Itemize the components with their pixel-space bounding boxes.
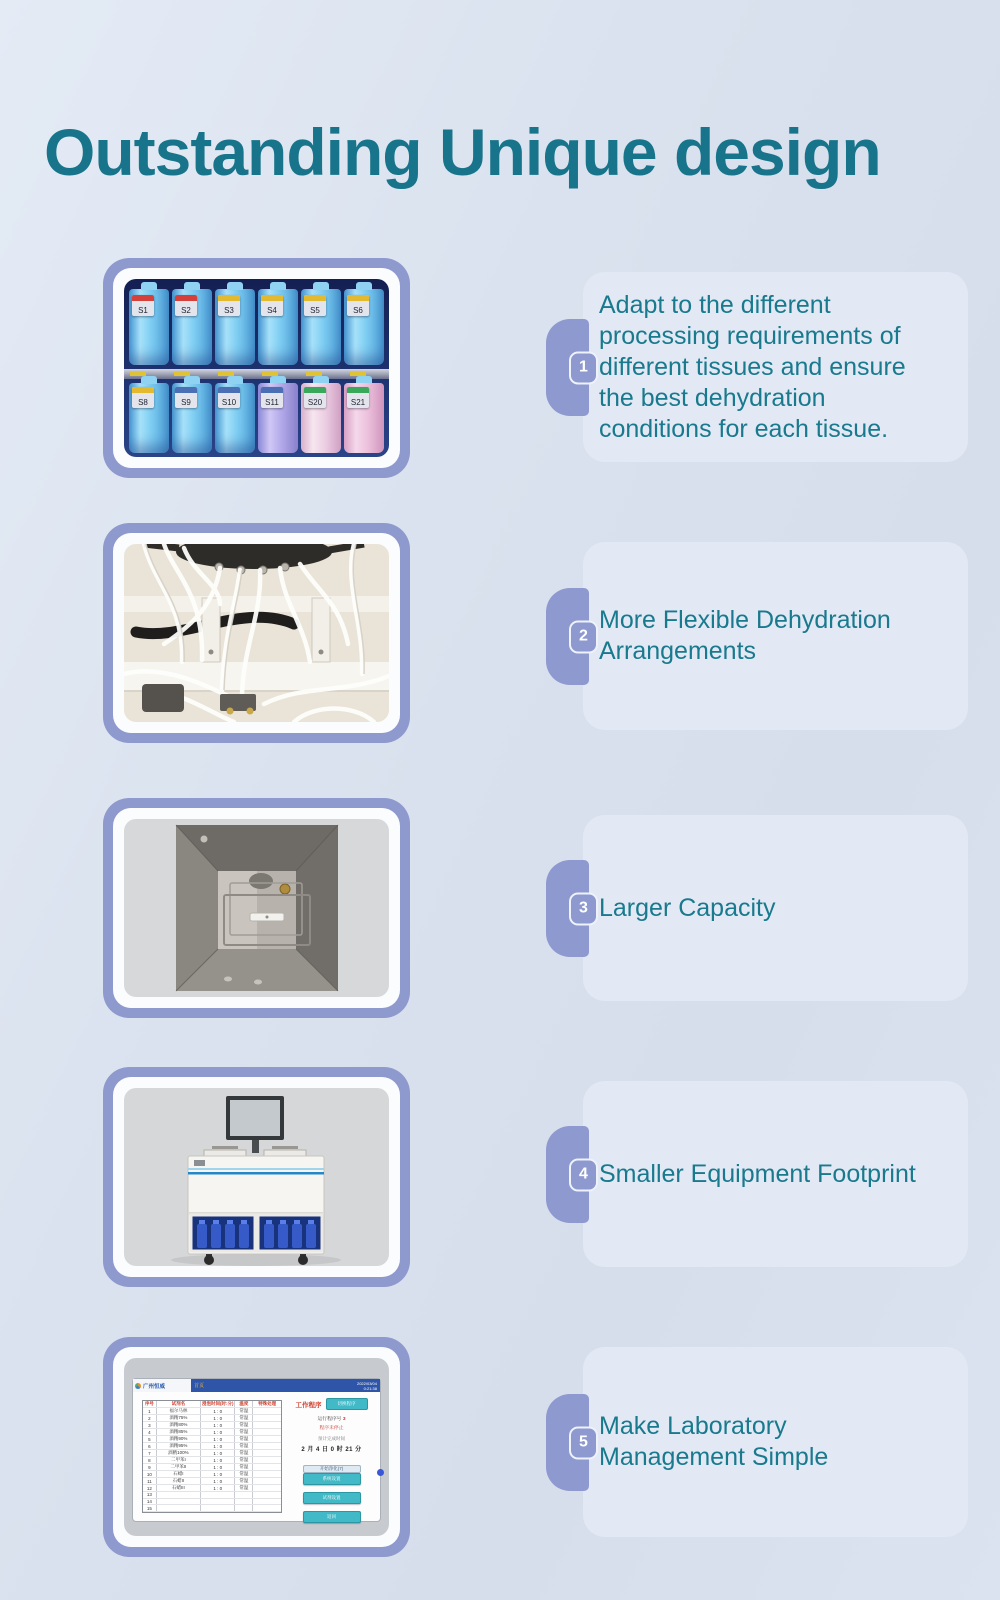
feature-4-text: Smaller Equipment Footprint: [599, 1159, 916, 1188]
bottle-label-tag: [304, 295, 326, 316]
card-inner: [113, 808, 400, 1008]
chamber-photo: [124, 819, 389, 997]
bottle-label: S5: [310, 306, 320, 315]
bottle-label: S21: [350, 398, 366, 407]
software-side-panel: [289, 1398, 374, 1519]
tag-color-strip: [304, 295, 326, 301]
table-row: [143, 1415, 281, 1422]
cell-index: 14: [143, 1499, 157, 1505]
logo-icon: [135, 1383, 141, 1389]
scroll-indicator-dot: [377, 1469, 384, 1476]
cell-index: 3: [143, 1422, 157, 1428]
cell-index: 13: [143, 1492, 157, 1498]
cell-index: 9: [143, 1464, 157, 1470]
cell-special: [253, 1478, 281, 1484]
cell-special: [253, 1505, 281, 1511]
feature-3-number: 3: [569, 892, 598, 925]
software-action-button: 返回: [303, 1511, 361, 1523]
software-datetime: [357, 1381, 377, 1391]
cell-reagent: 酒精85%: [157, 1429, 201, 1435]
cell-time: 1 : 0: [201, 1478, 236, 1484]
feature-1-text: Adapt to the different processing requirements of different tissues and ensure the best dehydration conditions for each tissue.: [599, 290, 906, 443]
feature-5-number-badge: [546, 1394, 589, 1491]
bottle-label: S3: [224, 306, 234, 315]
bottle-label-tag: [261, 387, 283, 408]
cell-reagent: 二甲苯II: [157, 1464, 201, 1470]
bottle-label: S8: [138, 398, 148, 407]
reagent-bottle: [301, 289, 341, 365]
col-header: 温度: [235, 1401, 253, 1407]
cell-special: [253, 1408, 281, 1414]
tag-color-strip: [175, 387, 197, 393]
reagent-bottle: [172, 383, 212, 453]
cell-temp: 常温: [235, 1429, 253, 1435]
machine-illustration: [124, 1088, 389, 1266]
cell-temp: 常温: [235, 1436, 253, 1442]
cell-time: 1 : 0: [201, 1471, 236, 1477]
cell-reagent: [157, 1505, 201, 1511]
bottle-row-bottom: [129, 383, 384, 453]
col-header: 特殊处理: [258, 1401, 277, 1406]
feature-4-number-badge: [546, 1126, 589, 1223]
cell-special: [253, 1450, 281, 1456]
cell-time: 1 : 0: [201, 1485, 236, 1491]
cell-temp: 常温: [235, 1450, 253, 1456]
eta-value: 2 月 4 日 0 时 21 分: [301, 1447, 362, 1453]
tag-color-strip: [132, 295, 154, 301]
software-action-button: 系统设置: [303, 1473, 361, 1485]
cell-temp: 常温: [235, 1408, 253, 1414]
feature-1-number: 1: [569, 351, 598, 384]
cell-reagent: 酒精95%: [157, 1443, 201, 1449]
run-number-value: 3: [342, 1417, 346, 1422]
table-row: [143, 1422, 281, 1429]
cell-index: 12: [143, 1485, 157, 1491]
bottle-cap-icon: [270, 282, 286, 290]
reagent-bottle: [344, 383, 384, 453]
bottle-label-tag: [132, 295, 154, 316]
cell-time: 1 : 0: [201, 1443, 236, 1449]
reagent-bottle: [172, 289, 212, 365]
cell-temp: 常温: [235, 1443, 253, 1449]
cell-reagent: 二甲苯I: [157, 1457, 201, 1463]
reagent-bottle: [129, 383, 169, 453]
cell-index: 15: [143, 1505, 157, 1511]
reagent-bottle: [258, 289, 298, 365]
program-label: 工作程序: [295, 1401, 322, 1409]
reagent-bottle: [258, 383, 298, 453]
tag-color-strip: [218, 387, 240, 393]
bottle-cap-icon: [141, 282, 157, 290]
cell-time: 1 : 0: [201, 1408, 236, 1414]
tag-color-strip: [261, 295, 283, 301]
tag-color-strip: [347, 295, 369, 301]
purify-button: 开始净化(7): [303, 1465, 361, 1473]
cell-time: 1 : 0: [201, 1436, 236, 1442]
table-header-row: [143, 1401, 281, 1408]
cell-index: 5: [143, 1436, 157, 1442]
cell-temp: 常温: [235, 1478, 253, 1484]
bottle-label: S10: [221, 398, 237, 407]
tag-color-strip: [132, 387, 154, 393]
software-action-button: 试剂设置: [303, 1492, 361, 1504]
bottle-label-tag: [304, 387, 326, 408]
page-title: Outstanding Unique design: [44, 115, 881, 190]
software-date: 2022/03/04: [356, 1380, 377, 1386]
bottle-label-tag: [218, 295, 240, 316]
software-logo: [133, 1379, 191, 1392]
bottle-cap-icon: [356, 282, 372, 290]
cell-reagent: 酒精90%: [157, 1436, 201, 1442]
cell-temp: 常温: [235, 1422, 253, 1428]
feature-2-number: 2: [569, 620, 598, 653]
col-header: 试剂名: [157, 1401, 201, 1407]
table-row: [143, 1485, 281, 1492]
cell-index: 7: [143, 1450, 157, 1456]
software-titlebar: [191, 1379, 380, 1392]
feature-3-text: Larger Capacity: [599, 893, 776, 922]
cell-temp: [235, 1505, 253, 1511]
cell-time: [201, 1499, 236, 1505]
bottle-label: S6: [353, 306, 363, 315]
col-header: 浸泡时间(时:分): [201, 1401, 234, 1406]
cell-special: [253, 1464, 281, 1470]
cell-index: 2: [143, 1415, 157, 1421]
cell-temp: 常温: [235, 1464, 253, 1470]
cell-index: 1: [143, 1408, 157, 1414]
cell-reagent: 石蜡I: [157, 1471, 201, 1477]
cell-temp: 常温: [235, 1485, 253, 1491]
cell-temp: 常温: [235, 1457, 253, 1463]
cell-time: 1 : 0: [201, 1422, 236, 1428]
cell-index: 8: [143, 1457, 157, 1463]
cell-reagent: 石蜡III: [157, 1485, 201, 1491]
cell-time: [201, 1492, 236, 1498]
feature-4-image-card: [103, 1067, 410, 1287]
bottle-label-tag: [261, 295, 283, 316]
table-row: [143, 1443, 281, 1450]
bottle-cap-icon: [184, 282, 200, 290]
reagent-bottle: [301, 383, 341, 453]
table-row: [143, 1499, 281, 1506]
bottle-label: S1: [138, 306, 148, 315]
table-row: [143, 1408, 281, 1415]
bottle-shelf: [124, 369, 389, 379]
table-row: [143, 1492, 281, 1499]
cell-reagent: 福尔马林: [157, 1408, 201, 1414]
software-time: 0:21:38: [363, 1385, 377, 1391]
bottle-label-tag: [347, 295, 369, 316]
feature-1-image-card: [103, 258, 410, 478]
run-number-label: 运行程序号: [317, 1417, 342, 1422]
eta-label: 预计完成时间: [318, 1436, 345, 1441]
bottle-label-tag: [175, 387, 197, 408]
cell-time: 1 : 0: [201, 1457, 236, 1463]
feature-1-number-badge: [546, 319, 589, 416]
status-line: 程序未停止: [319, 1426, 344, 1431]
cell-time: 1 : 0: [201, 1464, 236, 1470]
table-row: [143, 1429, 281, 1436]
bottle-label-tag: [218, 387, 240, 408]
cell-temp: 常温: [235, 1415, 253, 1421]
table-row: [143, 1450, 281, 1457]
cell-special: [253, 1492, 281, 1498]
feature-2-image-card: [103, 523, 410, 743]
tag-color-strip: [304, 387, 326, 393]
cell-special: [253, 1485, 281, 1491]
feature-1-panel: [583, 272, 968, 462]
cell-reagent: 酒精80%: [157, 1422, 201, 1428]
software-window: [132, 1378, 381, 1522]
cell-special: [253, 1436, 281, 1442]
software-header: [133, 1379, 380, 1392]
bottle-label: S20: [307, 398, 323, 407]
feature-2-number-badge: [546, 588, 589, 685]
bottle-cap-icon: [313, 282, 329, 290]
bottle-label: S4: [267, 306, 277, 315]
card-inner: [113, 1077, 400, 1277]
cell-reagent: 石蜡II: [157, 1478, 201, 1484]
tag-color-strip: [261, 387, 283, 393]
cell-temp: [235, 1499, 253, 1505]
bottle-row-top: [129, 289, 384, 365]
feature-5-number: 5: [569, 1426, 598, 1459]
cell-time: 1 : 0: [201, 1429, 236, 1435]
chamber-illustration: [124, 819, 389, 997]
feature-5-text: Make Laboratory Management Simple: [599, 1412, 829, 1471]
cell-special: [253, 1471, 281, 1477]
feature-4-number: 4: [569, 1158, 598, 1191]
reagent-bottles-photo: [124, 279, 389, 457]
cell-special: [253, 1443, 281, 1449]
switch-program-button: 切换程序: [326, 1398, 368, 1410]
feature-3-image-card: [103, 798, 410, 1018]
cell-reagent: 酒精100%: [157, 1450, 201, 1456]
cell-special: [253, 1499, 281, 1505]
feature-5-image-card: [103, 1337, 410, 1557]
reagent-bottle: [215, 289, 255, 365]
feature-5-panel: [583, 1347, 968, 1537]
table-row: [143, 1505, 281, 1512]
cell-reagent: [157, 1492, 201, 1498]
bottle-label: S9: [181, 398, 191, 407]
tubing-photo: [124, 544, 389, 722]
bottle-cap-icon: [227, 282, 243, 290]
logo-text: 广州恒威: [143, 1383, 166, 1390]
tag-color-strip: [347, 387, 369, 393]
feature-2-panel: [583, 542, 968, 730]
feature-4-panel: [583, 1081, 968, 1267]
cell-special: [253, 1457, 281, 1463]
table-row: [143, 1471, 281, 1478]
bottle-label-tag: [347, 387, 369, 408]
reagent-bottle: [215, 383, 255, 453]
card-inner: [113, 1347, 400, 1547]
table-row: [143, 1464, 281, 1471]
cell-reagent: 酒精75%: [157, 1415, 201, 1421]
feature-2-text: More Flexible Dehydration Arrangements: [599, 606, 891, 665]
feature-3-panel: [583, 815, 968, 1001]
reagent-table: [142, 1400, 282, 1513]
cell-index: 11: [143, 1478, 157, 1484]
cell-special: [253, 1415, 281, 1421]
cell-time: 1 : 0: [201, 1450, 236, 1456]
bottle-label-tag: [132, 387, 154, 408]
bottle-label-tag: [175, 295, 197, 316]
bottle-label: S2: [181, 306, 191, 315]
cell-index: 6: [143, 1443, 157, 1449]
col-header: 序号: [143, 1401, 157, 1407]
reagent-bottle: [129, 289, 169, 365]
card-inner: [113, 268, 400, 468]
tubing-illustration: [124, 544, 389, 722]
feature-3-number-badge: [546, 860, 589, 957]
reagent-bottle: [344, 289, 384, 365]
cell-special: [253, 1422, 281, 1428]
software-body: [133, 1392, 380, 1521]
machine-photo: [124, 1088, 389, 1266]
cell-temp: [235, 1492, 253, 1498]
cell-temp: 常温: [235, 1471, 253, 1477]
cell-special: [253, 1429, 281, 1435]
cell-index: 4: [143, 1429, 157, 1435]
tag-color-strip: [175, 295, 197, 301]
software-buttons: [303, 1473, 361, 1523]
table-row: [143, 1478, 281, 1485]
cell-time: 1 : 0: [201, 1415, 236, 1421]
table-row: [143, 1436, 281, 1443]
cell-time: [201, 1505, 236, 1511]
bottle-label: S11: [265, 398, 279, 407]
software-screenshot: [124, 1358, 389, 1536]
tag-color-strip: [218, 295, 240, 301]
card-inner: [113, 533, 400, 733]
cell-index: 10: [143, 1471, 157, 1477]
cell-reagent: [157, 1499, 201, 1505]
table-row: [143, 1457, 281, 1464]
software-tab: 首页: [194, 1383, 205, 1389]
